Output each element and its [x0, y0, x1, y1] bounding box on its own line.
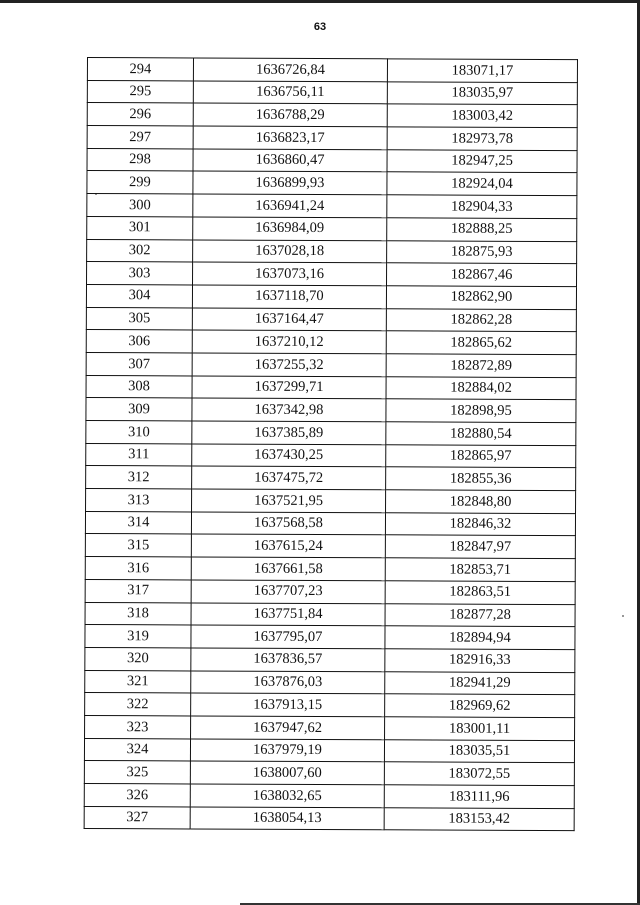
y-coordinate-cell: 182875,93 [387, 240, 577, 264]
y-coordinate-cell: 182853,71 [385, 558, 575, 582]
x-coordinate-cell: 1638054,13 [190, 807, 384, 831]
table-row [87, 80, 577, 105]
x-coordinate-cell: 1637073,16 [193, 262, 387, 286]
point-number-cell: 309 [86, 398, 192, 421]
table-row [86, 420, 576, 445]
table-row [87, 239, 577, 264]
y-coordinate-cell: 182862,90 [386, 286, 576, 310]
page-number: 63 [313, 21, 327, 33]
y-coordinate-cell: 182855,36 [386, 467, 576, 491]
y-coordinate-cell: 182877,28 [385, 603, 575, 627]
y-coordinate-cell: 182865,97 [386, 444, 576, 468]
table-row [86, 443, 576, 468]
table-row [86, 352, 576, 377]
point-number-cell: 322 [85, 693, 191, 716]
point-number-cell: 307 [86, 352, 192, 375]
table-row [86, 330, 576, 355]
y-coordinate-cell: 183153,42 [384, 807, 574, 831]
table-row [85, 693, 575, 718]
table-row [85, 715, 575, 740]
point-number-cell: 302 [87, 239, 193, 262]
x-coordinate-cell: 1636899,93 [193, 171, 387, 195]
table-row [85, 557, 575, 582]
y-coordinate-cell: 183072,55 [384, 762, 574, 786]
x-coordinate-cell: 1637299,71 [192, 376, 386, 400]
point-number-cell: 310 [86, 420, 192, 443]
x-coordinate-cell: 1636756,11 [193, 81, 387, 105]
table-row [86, 307, 576, 332]
table-row [86, 284, 576, 309]
table-row [87, 126, 577, 151]
x-coordinate-cell: 1637913,15 [191, 693, 385, 717]
y-coordinate-cell: 182884,02 [386, 376, 576, 400]
table-row [86, 398, 576, 423]
x-coordinate-cell: 1637255,32 [192, 353, 386, 377]
point-number-cell: 297 [87, 126, 193, 149]
point-number-cell: 317 [85, 579, 191, 602]
y-coordinate-cell: 182880,54 [386, 422, 576, 446]
x-coordinate-cell: 1638007,60 [190, 761, 384, 785]
x-coordinate-cell: 1637164,47 [192, 308, 386, 332]
y-coordinate-cell: 182969,62 [385, 694, 575, 718]
point-number-cell: 296 [87, 103, 193, 126]
table-row [86, 489, 576, 514]
x-coordinate-cell: 1637979,19 [190, 739, 384, 763]
x-coordinate-cell: 1637751,84 [191, 602, 385, 626]
x-coordinate-cell: 1637707,23 [191, 580, 385, 604]
y-coordinate-cell: 183071,17 [387, 59, 577, 83]
point-number-cell: 321 [85, 670, 191, 693]
y-coordinate-cell: 183111,96 [384, 785, 574, 809]
y-coordinate-cell: 182865,62 [386, 331, 576, 355]
y-coordinate-cell: 182898,95 [386, 399, 576, 423]
table-row [87, 216, 577, 241]
y-coordinate-cell: 182973,78 [387, 127, 577, 151]
x-coordinate-cell: 1636860,47 [193, 149, 387, 173]
x-coordinate-cell: 1637118,70 [192, 285, 386, 309]
point-number-cell: 318 [85, 602, 191, 625]
x-coordinate-cell: 1636941,24 [193, 194, 387, 218]
y-coordinate-cell: 182847,97 [385, 535, 575, 559]
y-coordinate-cell: 182863,51 [385, 581, 575, 605]
x-coordinate-cell: 1637385,89 [192, 421, 386, 445]
x-coordinate-cell: 1636823,17 [193, 126, 387, 150]
y-coordinate-cell: 182894,94 [385, 626, 575, 650]
y-coordinate-cell: 182947,25 [387, 150, 577, 174]
x-coordinate-cell: 1636984,09 [193, 217, 387, 241]
x-coordinate-cell: 1638032,65 [190, 784, 384, 808]
point-number-cell: 312 [86, 466, 192, 489]
x-coordinate-cell: 1637795,07 [191, 625, 385, 649]
x-coordinate-cell: 1637947,62 [191, 716, 385, 740]
table-row [85, 647, 575, 672]
y-coordinate-cell: 183003,42 [387, 104, 577, 128]
point-number-cell: 300 [87, 194, 193, 217]
x-coordinate-cell: 1637210,12 [192, 330, 386, 354]
table-row [87, 58, 577, 83]
point-number-cell: 320 [85, 647, 191, 670]
y-coordinate-cell: 182848,80 [386, 490, 576, 514]
point-number-cell: 311 [86, 443, 192, 466]
point-number-cell: 327 [84, 806, 190, 829]
point-number-cell: 298 [87, 148, 193, 171]
table-row [86, 466, 576, 491]
table-row [84, 738, 574, 763]
y-coordinate-cell: 182916,33 [385, 649, 575, 673]
table-row [87, 262, 577, 287]
y-coordinate-cell: 183035,97 [387, 81, 577, 105]
y-coordinate-cell: 182867,46 [387, 263, 577, 287]
point-number-cell: 305 [86, 307, 192, 330]
point-number-cell: 326 [84, 783, 190, 806]
table-row [85, 602, 575, 627]
y-coordinate-cell: 182846,32 [385, 513, 575, 537]
point-number-cell: 314 [85, 511, 191, 534]
point-number-cell: 303 [87, 262, 193, 285]
point-number-cell: 319 [85, 625, 191, 648]
point-number-cell: 308 [86, 375, 192, 398]
point-number-cell: 299 [87, 171, 193, 194]
x-coordinate-cell: 1637876,03 [191, 671, 385, 695]
point-number-cell: 306 [86, 330, 192, 353]
table-row [86, 375, 576, 400]
table-row [87, 103, 577, 128]
x-coordinate-cell: 1637615,24 [191, 534, 385, 558]
point-number-cell: 294 [87, 58, 193, 81]
x-coordinate-cell: 1637661,58 [191, 557, 385, 581]
point-number-cell: 323 [85, 715, 191, 738]
point-number-cell: 315 [85, 534, 191, 557]
x-coordinate-cell: 1637430,25 [192, 444, 386, 468]
table-row [87, 148, 577, 173]
x-coordinate-cell: 1637836,57 [191, 648, 385, 672]
x-coordinate-cell: 1637568,58 [191, 512, 385, 536]
coordinates-table-body [84, 58, 577, 832]
y-coordinate-cell: 182941,29 [385, 671, 575, 695]
y-coordinate-cell: 182924,04 [387, 172, 577, 196]
y-coordinate-cell: 182862,28 [386, 308, 576, 332]
table-row [85, 534, 575, 559]
point-number-cell: 316 [85, 557, 191, 580]
table-row [87, 194, 577, 219]
x-coordinate-cell: 1636788,29 [193, 103, 387, 127]
x-coordinate-cell: 1637028,18 [193, 239, 387, 263]
scan-speck [622, 615, 624, 617]
table-row [87, 171, 577, 196]
table-row [85, 670, 575, 695]
coordinates-table [84, 57, 578, 832]
x-coordinate-cell: 1636726,84 [193, 58, 387, 82]
scan-border-top [0, 0, 640, 3]
point-number-cell: 313 [86, 489, 192, 512]
x-coordinate-cell: 1637342,98 [192, 398, 386, 422]
x-coordinate-cell: 1637475,72 [192, 466, 386, 490]
point-number-cell: 304 [86, 284, 192, 307]
point-number-cell: 325 [84, 761, 190, 784]
y-coordinate-cell: 182872,89 [386, 354, 576, 378]
point-number-cell: 301 [87, 216, 193, 239]
table-row [85, 579, 575, 604]
y-coordinate-cell: 183001,11 [385, 717, 575, 741]
point-number-cell: 295 [87, 80, 193, 103]
table-row [84, 783, 574, 808]
table-row [85, 625, 575, 650]
table-row [84, 806, 574, 831]
y-coordinate-cell: 183035,51 [384, 739, 574, 763]
table-row [84, 761, 574, 786]
x-coordinate-cell: 1637521,95 [192, 489, 386, 513]
point-number-cell: 324 [84, 738, 190, 761]
y-coordinate-cell: 182904,33 [387, 195, 577, 219]
table-row [85, 511, 575, 536]
y-coordinate-cell: 182888,25 [387, 218, 577, 242]
